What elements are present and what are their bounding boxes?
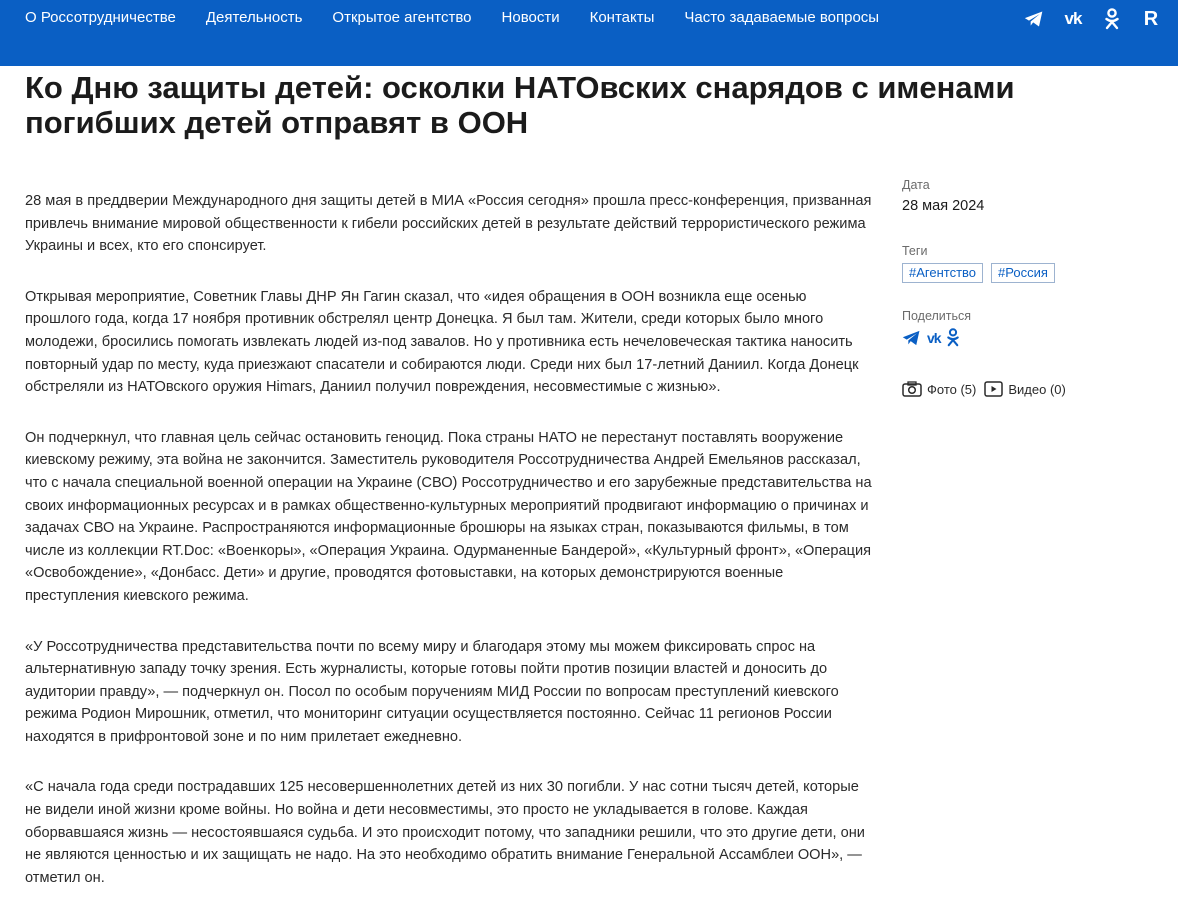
- odnoklassniki-icon[interactable]: [1099, 7, 1125, 31]
- video-count: Видео (0): [1008, 381, 1066, 397]
- telegram-icon[interactable]: [902, 330, 921, 346]
- article-paragraph: Открывая мероприятие, Советник Главы ДНР Ян Гагин сказал, что «идея обращения в ООН возникла еще осенью прошлого года, когда 17 ноября противник обстрелял центр Донецка. Я был там. Жители, среди которых было много молодежи, бросились помогать извлекать людей из-под завалов. Но у противника есть нечеловеческая тактика наносить повторный удар по месту, куда приезжают спасатели и собираются люди. Среди них был 17-летний Даниил. Когда Донецк обстреляли из НАТОвского оружия Himars, Даниил получил повреждения, несовместимые с жизнью».: [25, 288, 859, 396]
- nav-item-faq[interactable]: Часто задаваемые вопросы: [684, 9, 880, 26]
- article-paragraph: Он подчеркнул, что главная цель сейчас остановить геноцид. Пока страны НАТО не перестанут поставлять вооружение киевскому режиму, эта война не закончится. Заместитель руководителя Россотрудничества Андрей Емельянов рассказал, что с начала специальной военной операции на Украине (СВО) Россотрудничество и его зарубежные представительства на своих информационных ресурсах и в рамках общественно-культурных мероприятий продвигают информацию о причинах и задачах СВО на Украине. Распространяются информационные брошюры на языках стран, показываются фильмы, в том числе из коллекции RT.Doc: «Военкоры», «Операция Украина. Одурманенные Бандерой», «Культурный фронт», «Операция «Освобождение», «Донбасс. Дети» и другие, проводятся фотовыставки, на которых демонстрируются военные преступления киевского режима.: [25, 429, 872, 604]
- vk-icon[interactable]: vk: [1064, 9, 1082, 28]
- share-label: Поделиться: [902, 309, 972, 323]
- article-paragraph: «С начала года среди пострадавших 125 несовершеннолетних детей из них 30 погибли. У нас сотни тысяч детей, которые не видели иной жизни кроме войны. Но война и дети несовместимы, это просто не укладывается в голове. Каждая оборвавшаяся жизнь — несостоявшаяся судьба. И это происходит потому, что западники решили, что это другие дети, они не являются ценностью и их защищать не надо. На это необходимо обратить внимание Генеральной Ассамблеи ООН», — отметил он.: [25, 779, 865, 886]
- nav-item-about[interactable]: О Россотрудничестве: [25, 9, 176, 26]
- tags-list: [902, 263, 1162, 283]
- article-body: [25, 190, 875, 917]
- article-paragraph: «У Россотрудничества представительства почти по всему миру и благодаря этому мы можем фиксировать спрос на альтернативную западу точку зрения. Есть журналисты, которые готовы пойти против позиции властей и доносить до аудитории правду», — подчеркнул он. Посол по особым поручениям МИД России по вопросам преступлений киевского режима Родион Мирошник, отметил, что мониторинг ситуации осуществляется постоянно. Сейчас 11 регионов России находятся в прифронтовой зоне и по ним прилетает ежедневно.: [25, 638, 839, 745]
- article-title: Ко Дню защиты детей: осколки НАТОвских снарядов с именами погибших детей отправят в ООН: [25, 70, 1015, 140]
- date-value: 28 мая 2024: [902, 198, 985, 214]
- article-sidebar: [902, 177, 1162, 397]
- main-nav: [25, 9, 909, 27]
- camera-icon: [902, 381, 922, 397]
- date-label: Дата: [902, 178, 930, 192]
- nav-item-open-agency[interactable]: Открытое агентство: [332, 9, 472, 26]
- tag-russia[interactable]: #Россия: [991, 263, 1055, 283]
- media-counters: [902, 381, 1162, 397]
- tag-agency[interactable]: #Агентство: [902, 263, 983, 283]
- tags-label: Теги: [902, 244, 928, 258]
- video-play-icon: [984, 381, 1003, 397]
- top-header: [0, 0, 1178, 66]
- odnoklassniki-icon[interactable]: [947, 328, 959, 347]
- telegram-icon[interactable]: [1021, 7, 1047, 31]
- header-social-links: [1008, 7, 1164, 31]
- nav-item-activity[interactable]: Деятельность: [205, 9, 303, 26]
- nav-item-news[interactable]: Новости: [501, 9, 560, 26]
- nav-item-contacts[interactable]: Контакты: [589, 9, 655, 26]
- share-links: [902, 328, 1162, 347]
- photo-link[interactable]: [902, 381, 976, 397]
- article-paragraph: 28 мая в преддверии Международного дня защиты детей в МИА «Россия сегодня» прошла пресс-конференция, призванная привлечь внимание мировой общественности к гибели российских детей в результате действий террористического режима Украины и всех, кто его спонсирует.: [25, 193, 872, 255]
- rutube-icon[interactable]: R: [1143, 7, 1159, 30]
- vk-icon[interactable]: vk: [927, 329, 941, 346]
- video-link[interactable]: [984, 381, 1065, 397]
- photo-count: Фото (5): [927, 381, 977, 397]
